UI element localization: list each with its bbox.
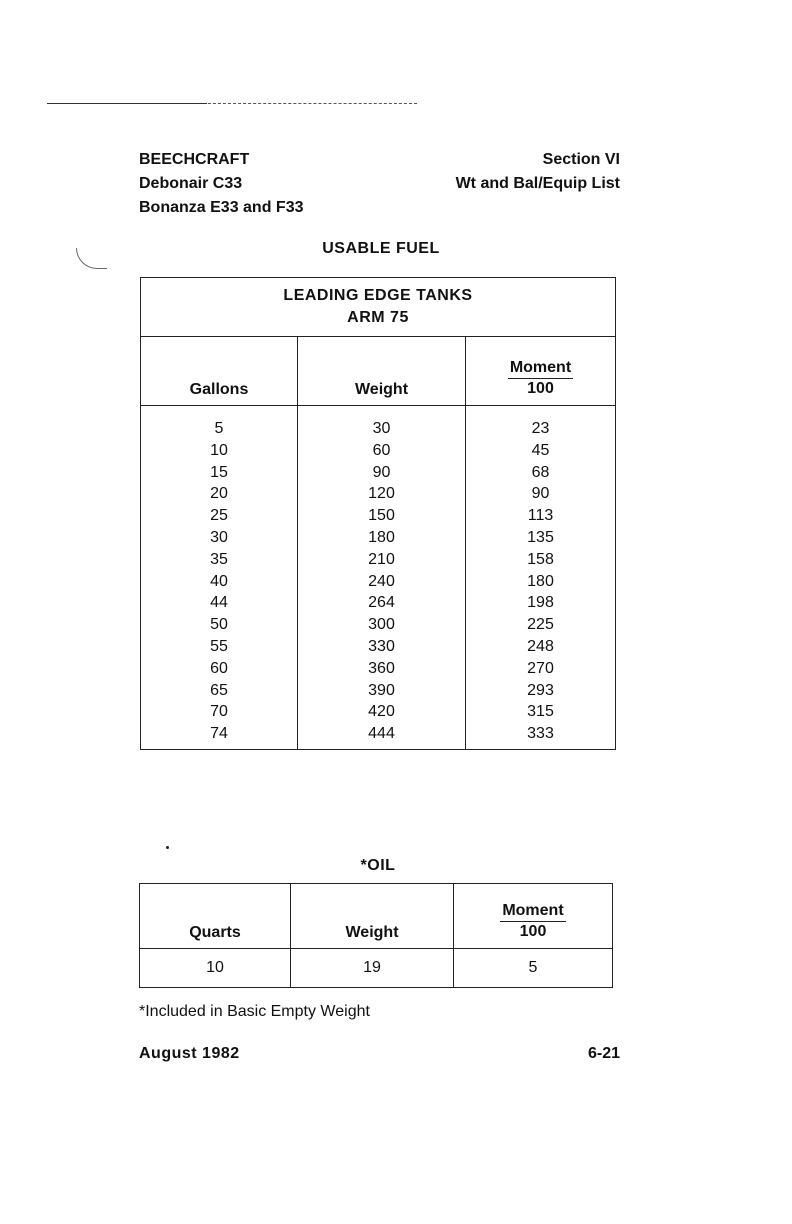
oil-table <box>139 883 613 988</box>
weight-cell: 264 <box>368 594 395 612</box>
oil-moment-denominator: 100 <box>519 923 547 940</box>
tank-heading <box>141 278 616 337</box>
gallons-cell: 50 <box>210 616 228 634</box>
moment-cell: 90 <box>531 485 550 503</box>
usable-fuel-table <box>140 277 616 750</box>
gallons-cell: 60 <box>210 659 228 677</box>
oil-title: *OIL <box>360 857 396 874</box>
gallons-cell: 74 <box>210 725 228 743</box>
weight-cell: 90 <box>372 463 391 481</box>
moment-cell: 180 <box>527 572 554 590</box>
header-manufacturer: BEECHCRAFT <box>139 151 250 168</box>
gallons-cell: 65 <box>210 681 228 699</box>
moment-cell: 270 <box>527 659 554 677</box>
column-header-weight <box>298 337 466 406</box>
weight-cell: 150 <box>368 507 395 525</box>
gallons-cell: 15 <box>210 463 228 481</box>
moment-cell: 135 <box>527 528 554 546</box>
document-header-left <box>139 148 304 220</box>
gallons-cell: 40 <box>210 572 228 590</box>
moment-cell: 113 <box>527 507 554 525</box>
scan-speck <box>166 846 169 849</box>
gallons-label: Gallons <box>189 381 249 398</box>
gallons-cell: 25 <box>210 507 228 525</box>
oil-weight-value: 19 <box>291 949 454 988</box>
moment-cell: 248 <box>527 637 554 655</box>
moment-cell: 225 <box>527 616 554 634</box>
weight-cell: 180 <box>368 528 395 546</box>
weight-cell: 360 <box>368 659 395 677</box>
oil-quarts-value: 10 <box>140 949 291 988</box>
moment-cell: 45 <box>531 441 550 459</box>
tank-arm: ARM 75 <box>347 309 409 326</box>
moment-cell: 333 <box>527 725 554 743</box>
weight-cell: 420 <box>368 703 395 721</box>
header-section: Section VI <box>542 151 620 168</box>
moment-cell: 23 <box>531 420 550 437</box>
weight-column <box>298 406 466 750</box>
column-header-oil-weight <box>291 884 454 949</box>
gallons-column <box>141 406 298 750</box>
tank-name: LEADING EDGE TANKS <box>283 287 473 304</box>
usable-fuel-title: USABLE FUEL <box>322 240 440 257</box>
header-model-1: Debonair C33 <box>139 175 243 192</box>
weight-cell: 390 <box>368 681 395 699</box>
weight-cell: 60 <box>372 441 391 459</box>
weight-cell: 240 <box>368 572 395 590</box>
weight-cell: 120 <box>368 485 395 503</box>
moment-cell: 315 <box>527 703 554 721</box>
column-header-moment <box>466 337 616 406</box>
moment-cell: 68 <box>531 463 550 481</box>
gallons-cell: 20 <box>210 485 228 503</box>
header-model-2: Bonanza E33 and F33 <box>139 199 304 216</box>
weight-label: Weight <box>354 381 409 398</box>
scan-artifact-rule-solid <box>47 103 207 104</box>
oil-moment-fraction <box>500 901 565 942</box>
oil-weight-label: Weight <box>345 924 399 941</box>
gallons-cell: 35 <box>210 550 228 568</box>
document-header-right <box>456 148 620 196</box>
footnote: *Included in Basic Empty Weight <box>139 1003 370 1020</box>
moment-cell: 158 <box>527 550 554 568</box>
gallons-cell: 10 <box>210 441 228 459</box>
oil-moment-value: 5 <box>454 949 613 988</box>
column-header-oil-moment <box>454 884 613 949</box>
gallons-cell: 70 <box>210 703 228 721</box>
column-header-quarts <box>140 884 291 949</box>
header-section-title: Wt and Bal/Equip List <box>455 175 620 192</box>
moment-column <box>466 406 616 750</box>
weight-cell: 330 <box>368 637 395 655</box>
weight-cell: 444 <box>368 725 395 743</box>
gallons-cell: 55 <box>210 637 228 655</box>
moment-fraction <box>508 358 573 399</box>
gallons-cell: 44 <box>210 594 228 612</box>
gallons-cell: 5 <box>214 420 224 437</box>
column-header-gallons <box>141 337 298 406</box>
moment-cell: 293 <box>527 681 554 699</box>
footer-date: August 1982 <box>139 1045 240 1062</box>
moment-denominator: 100 <box>527 380 554 397</box>
weight-cell: 30 <box>372 420 391 437</box>
footer-page-number: 6-21 <box>587 1045 620 1062</box>
oil-moment-numerator: Moment <box>500 901 565 922</box>
quarts-label: Quarts <box>189 924 241 941</box>
weight-cell: 210 <box>368 550 395 568</box>
moment-numerator: Moment <box>508 358 573 379</box>
gallons-cell: 30 <box>210 528 228 546</box>
moment-cell: 198 <box>527 594 554 612</box>
weight-cell: 300 <box>368 616 395 634</box>
